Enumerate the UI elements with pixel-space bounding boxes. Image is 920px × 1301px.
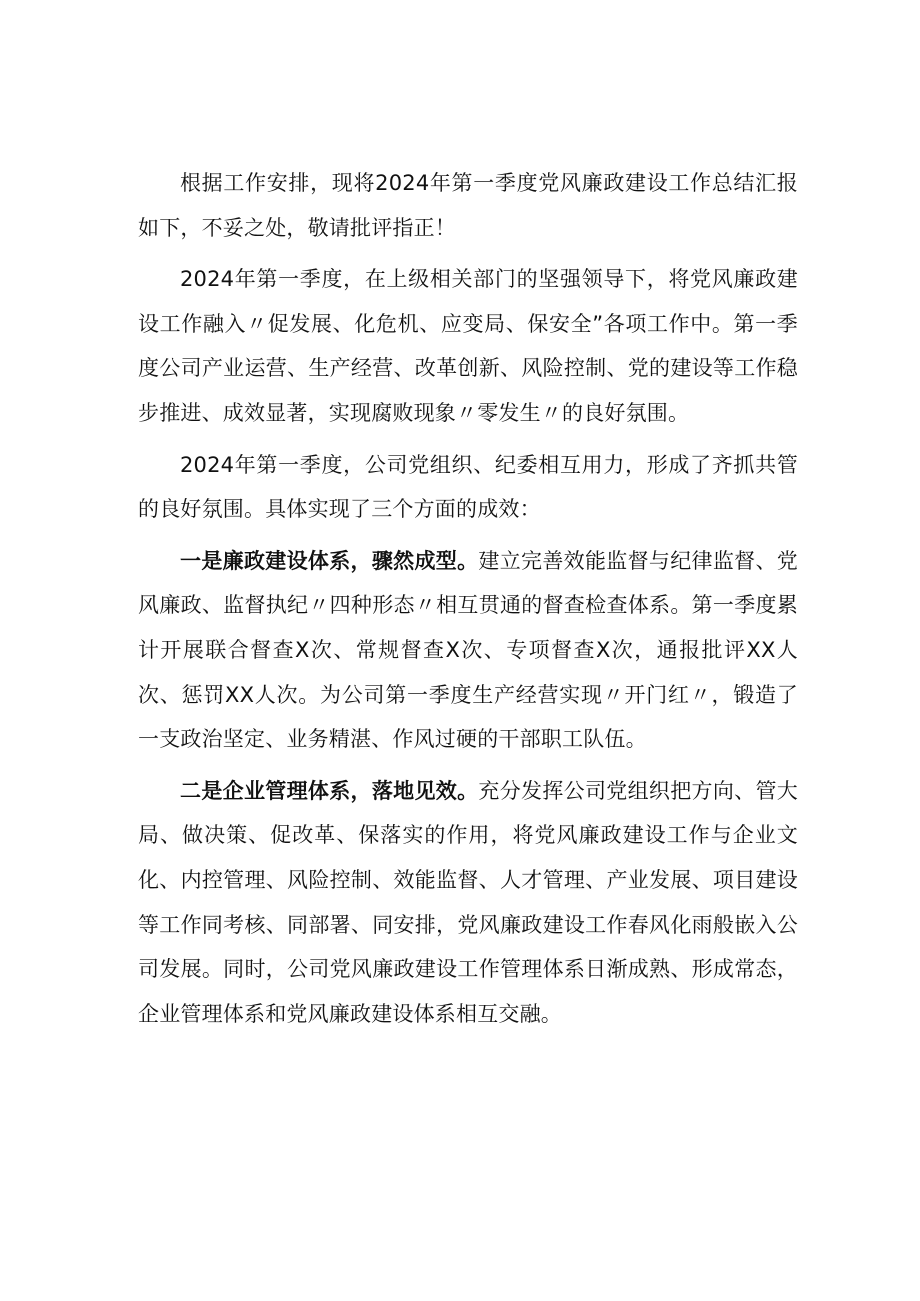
paragraph-text: 2024年第一季度，公司党组织、纪委相互用力，形成了齐抓共管的良好氛围。具体实现了三个方面的成效：: [138, 452, 798, 522]
paragraph-overview: [138, 257, 798, 435]
paragraph-achievement-two: [138, 769, 798, 1037]
paragraph-text: 2024年第一季度，在上级相关部门的坚强领导下，将党风廉政建设工作融入〃促发展、化危机、应变局、保安全”各项工作中。第一季度公司产业运营、生产经营、改革创新、风险控制、党的建设等工作稳步推进、成效显著，实现腐败现象〃零发生〃的良好氛围。: [138, 267, 798, 425]
paragraph-achievements-intro: [138, 443, 798, 532]
paragraph-lead-heading: 一是廉政建设体系，骤然成型。: [180, 548, 479, 573]
paragraph-text: 充分发挥公司党组织把方向、管大局、做决策、促改革、保落实的作用，将党风廉政建设工作与企业文化、内控管理、风险控制、效能监督、人才管理、产业发展、项目建设等工作同考核、同部署、同安排，党风廉政建设工作春风化雨般嵌入公司发展。同时，公司党风廉政建设工作管理体系日渐成熟、形成常态，企业管理体系和党风廉政建设体系相互交融。: [138, 778, 798, 1026]
paragraph-intro: [138, 161, 798, 250]
document-body: [138, 161, 798, 1043]
paragraph-lead-heading: 二是企业管理体系，落地见效。: [180, 778, 479, 803]
paragraph-achievement-one: [138, 539, 798, 762]
paragraph-text: 建立完善效能监督与纪律监督、党风廉政、监督执纪〃四种形态〃相互贯通的督查检查体系。第一季度累计开展联合督查X次、常规督查X次、专项督查X次，通报批评XX人次、惩罚XX人次。为公司第一季度生产经营实现〃开门红〃，锻造了一支政治坚定、业务精湛、作风过硬的干部职工队伍。: [138, 548, 798, 752]
paragraph-text: 根据工作安排，现将2024年第一季度党风廉政建设工作总结汇报如下，不妥之处，敬请批评指正！: [138, 171, 798, 240]
